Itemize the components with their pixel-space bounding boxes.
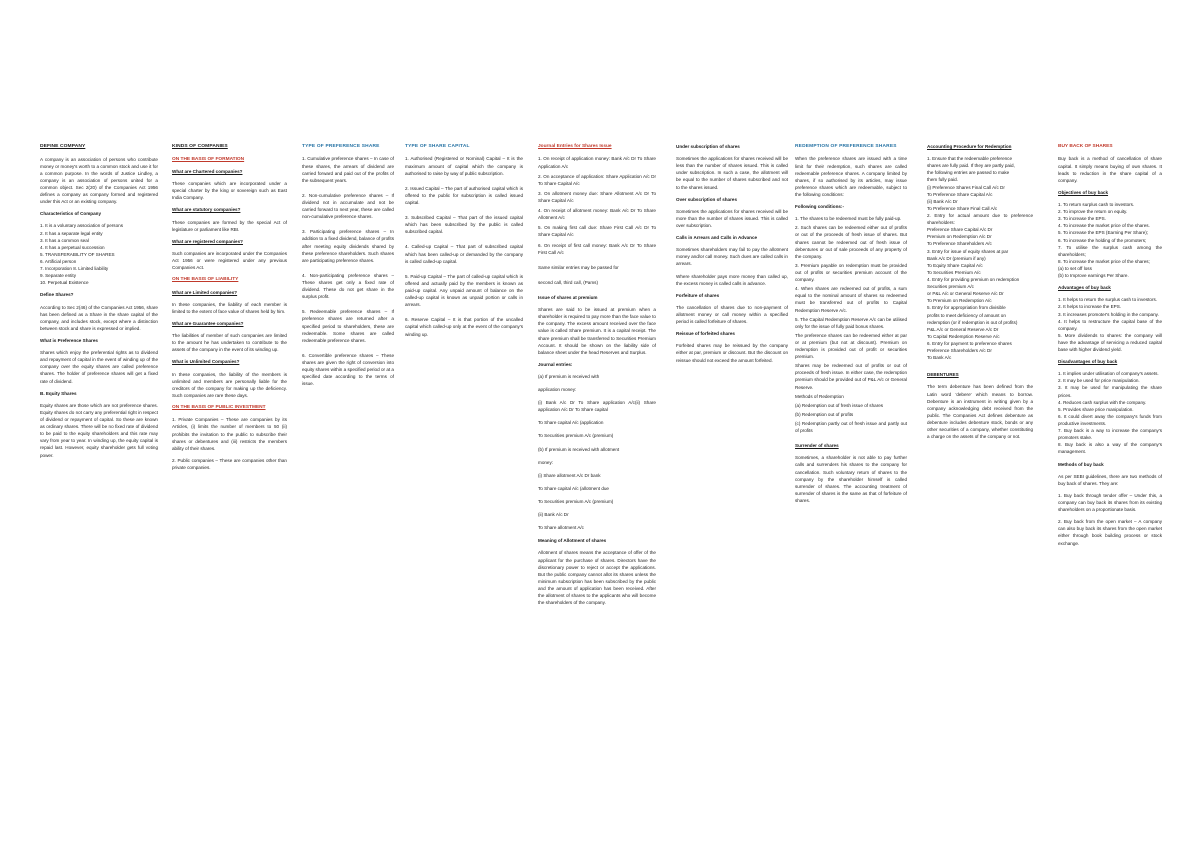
paragraph-calls-in-arrears: Sometimes shareholders may fail to pay the allotment money and/or call money. Such dues are called calls in arrears. bbox=[676, 247, 788, 267]
list-item: 1. The shares to be redeemed must be fully paid-up. bbox=[795, 216, 902, 222]
list-item: To Capital Redemption Reserve A/c bbox=[927, 333, 1000, 339]
list-item: 1. Authorised (Registered or Nominal) Capital – It is the maximum amount of capital which the company is authorised to raise by way of public subscription. bbox=[405, 156, 523, 176]
list-item: 4. When shares are redeemed out of profits, a sum equal to the nominal amount of shares so redeemed must be transferred out of profits to Capital Redemption Reserve A/c. bbox=[795, 286, 907, 313]
list-item: 4. It has a perpetual succession bbox=[40, 244, 105, 250]
list-item: money: bbox=[538, 459, 554, 465]
list-item: To Securities premium A/c (premium) bbox=[538, 499, 614, 505]
list-item: 6. Reserve Capital – It is that portion of the uncalled capital which called-up only at the event of the company's winding up. bbox=[405, 317, 523, 337]
list-item: 1. It implies under utilisation of company's assets. bbox=[1058, 371, 1159, 377]
list-item: 6. To increase the holding of the promoters; bbox=[1058, 237, 1147, 243]
heading-calls-arrears-advance: Calls in Arrears and Calls in Advance bbox=[676, 235, 758, 241]
list-item: 1. It is a voluntary association of persons bbox=[40, 223, 123, 229]
list-item: 5. The Capital Redemption Reserve A/c can be utilised only for the issue of fully paid bonus shares. bbox=[795, 316, 907, 329]
list-item: 3. Premium payable on redemption must be provided out of profits or securities premium account of the company. bbox=[795, 262, 907, 283]
paragraph-share-definition: According to Sec 2(46) of the Companies Act 1956, share has been defined as a Share in the share capital of the company, and includes stock, except where a distinction between stock and share is expressed or implied. bbox=[40, 304, 158, 331]
list-item: 1. It helps to return the surplus cash to investors. bbox=[1058, 297, 1158, 303]
list-item: (a) to set off loss bbox=[1058, 265, 1092, 271]
heading-journal-entries: Journal Entries for Shares Issue bbox=[538, 144, 612, 149]
paragraph-public-companies: 2. Public companies – These are companies other than private companies. bbox=[172, 457, 287, 471]
paragraph-issue-at-premium: Shares are said to be issued at premium when a shareholder is required to pay more than the face value to the company. The excess amount received over the face value is called Share premium. It is a capital receipt. The share premium shall be transferred to Securities Premium Account. It should be shown on the liability side of balance sheet under the head Reserves and Surplus. bbox=[538, 307, 656, 355]
list-item: To Preference Share Capital A/c bbox=[927, 191, 993, 197]
subheading-limited: What are Limited companies? bbox=[172, 289, 238, 295]
list-item: Shares may be redeemed out of profits or out of proceeds of fresh issue. In either case, the redemption premium should be provided out of P&L A/c or General Reserve. bbox=[795, 363, 907, 390]
list-item: 6. Convertible preference shares – These shares are given the right of conversion into equity shares within a specified period or at a specified date according to the terms of issue. bbox=[302, 352, 394, 387]
list-item: 8. Buy back is also a way of the company's management. bbox=[1058, 442, 1162, 455]
paragraph-buy-back: Buy back is a method of cancellation of share capital. It simply means buying of own shares. It leads to reduction in the share capital of a company. bbox=[1058, 156, 1162, 183]
list-item: (b) If premium is received with allotment bbox=[538, 446, 620, 452]
list-item: (a) If premium is received with bbox=[538, 373, 600, 379]
heading-meaning-of-allotment: Meaning of Allotment of shares bbox=[538, 538, 607, 544]
paragraph-company-definition: A company is an association of persons who contribute money or money's worth to a common stock and use it for a common purpose. In the words of Justice Lindley, a company is an association of persons united for a common object. Sec 2(20) of the Companies Act 1956 defines a company as company formed and registered under this Act or an existing company. bbox=[40, 156, 158, 205]
heading-define-company: DEFINE COMPANY bbox=[40, 144, 86, 149]
heading-basis-formation: ON THE BASIS OF FORMATION bbox=[172, 156, 245, 162]
list-item: redemption (or if redemption is out of profits) bbox=[927, 319, 1018, 325]
heading-under-subscription: Under subscription of shares bbox=[676, 144, 740, 149]
list-item: 8. To increase the market price of the shares; bbox=[1058, 258, 1150, 264]
list-item: 5. On making first call due: Share First Call A/c Dr To Share Capital A/c bbox=[538, 225, 656, 238]
list-item: 4. Entry for providing premium on redemption bbox=[927, 276, 1020, 282]
heading-methods-of-buy-back: Methods of buy back bbox=[1058, 461, 1104, 467]
list-item: 4. Non-participating preference shares – These shares get only a fixed rate of dividend. These do not get share in the surplus profit. bbox=[302, 272, 394, 300]
list-item: 1. Cumulative preference shares – In case of these shares, the arrears of dividend are carried forward and paid out of the profits of the subsequent years. bbox=[302, 156, 394, 183]
list-item: 2. To improve the return on equity. bbox=[1058, 209, 1128, 215]
list-item: 3. It may be used for manipulating the share prices. bbox=[1058, 385, 1162, 398]
list-item: 3. It increases promoter's holding in the company. bbox=[1058, 311, 1159, 317]
list-item: (i) Bank A/c Dr To Share application A/c(ii) Share application A/c Dr To Share capital bbox=[538, 400, 656, 413]
heading-surrender-of-shares: Surrender of shares bbox=[795, 443, 839, 449]
list-item: 4. Called-up Capital – That part of subscribed capital which has been called-up or demanded by the company is called called-up capital. bbox=[405, 244, 523, 264]
list-item: 7. Buy back is a way to increase the company's promoters stake. bbox=[1058, 428, 1162, 441]
column-journal-entries bbox=[538, 143, 656, 833]
heading-journal-entries-premium: Journal entries: bbox=[538, 361, 573, 367]
heading-buy-back-of-shares: BUY BACK OF SHARES bbox=[1058, 144, 1113, 149]
list-item: or P&L A/c or General Reserve A/c Dr bbox=[927, 291, 1004, 297]
subheading-registered: What are registered companies? bbox=[172, 238, 243, 244]
list-item: the following entries are passed to make bbox=[927, 170, 1010, 176]
paragraph-forfeiture: The cancellation of shares due to non-payment of allotment money or call money within a specified period is called forfeiture of shares. bbox=[676, 304, 788, 325]
heading-redemption-of-preference-shares: REDEMPTION OF PREFERENCE SHARES bbox=[795, 144, 897, 149]
list-item: 3. To increase the EPS. bbox=[1058, 216, 1106, 222]
column-accounting-procedure bbox=[927, 143, 1033, 833]
column-kinds-of-companies bbox=[172, 143, 287, 833]
list-item: 4. It helps to restructure the capital base of the company. bbox=[1058, 318, 1162, 331]
paragraph-registered: Such companies are incorporated under the Companies Act 1956 or were registered under any previous Companies Act. bbox=[172, 250, 287, 271]
column-subscription bbox=[676, 143, 788, 833]
list-item: 2. On acceptance of application: Share Application A/c Dr To Share Capital A/c bbox=[538, 173, 656, 186]
list-item: To Securities Premium A/c bbox=[927, 269, 981, 275]
list-item: Methods of Redemption bbox=[795, 393, 844, 399]
list-item: To Equity Share Capital A/c bbox=[927, 262, 983, 268]
list-item: Preference Shareholders A/c Dr bbox=[927, 348, 992, 354]
list-item: 2. Buy back from the open market – A company can also buy back its shares from the open market either through book building process or stock exchange. bbox=[1058, 519, 1162, 546]
heading-debentures: DEBENTURES bbox=[927, 372, 959, 378]
heading-reissue: Reissue of forfeited shares bbox=[676, 331, 735, 337]
paragraph-debentures: The term debenture has been defined from the Latin word 'debere' which means to borrow. Debenture is an instrument in writing given by a company acknowledging debt received from the public. The Companies Act defines debenture as debenture includes debenture stock, bonds or any other securities of a company, whether constituting a charge on the assets of the company or not. bbox=[927, 384, 1033, 440]
list-item: (b) Redemption out of profits bbox=[795, 411, 854, 417]
paragraph-private-companies: 1. Private Companies – These are companies by its Articles, (i) limits the number of members to 50 (ii) prohibits the invitation to the public to subscribe their shares or debentures and (iii) restricts the members ability of their shares. bbox=[172, 417, 287, 451]
list-item: To Securities premium A/c (premium) bbox=[538, 433, 614, 439]
heading-equity-shares: B. Equity Shares bbox=[40, 390, 77, 396]
paragraph-reissue: Forfeited shares may be reissued by the company either at par, premium or discount. But the discount on reissue should not exceed the amount forfeited. bbox=[676, 343, 788, 363]
subheading-guarantee: What are Guarantee companies? bbox=[172, 320, 244, 326]
list-item: Preference Share Capital A/c Dr bbox=[927, 227, 993, 233]
heading-preference-shares: What is Preference Shares bbox=[40, 338, 98, 343]
list-item: (i) Preference Shares Final Call A/c Dr bbox=[927, 184, 1005, 190]
list-item: 1. Ensure that the redeemable preference bbox=[927, 156, 1013, 162]
list-item: 3. Subscribed Capital – That part of the issued capital which has been subscribed by the public is called subscribed capital. bbox=[405, 215, 523, 235]
list-item: 5. Paid-up Capital – The part of called-up capital which is offered and actually paid by the members is known as paid-up capital. Any unpaid amount of balance on the called-up capital is known as unpaid portion or calls in arrears. bbox=[405, 273, 523, 308]
subheading-chartered: What are Chartered companies? bbox=[172, 169, 243, 175]
paragraph-allotment: Allotment of shares means the acceptance of offer of the applicant for the purchase of shares. Directors have the discretionary power to reject or accept the applications. But the public company cannot allot its shares unless the minimum subscription has been subscribed by the public and the amount of application has been received. After the allotment of shares to the applicants who will become the shareholders of the company. bbox=[538, 550, 656, 606]
list-item: 1. Buy back through tender offer – Under this, a company can buy back its shares from its existing shareholders on a proportionate basis. bbox=[1058, 492, 1162, 513]
paragraph-guarantee: The liabilities of member of such companies are limited to the amount he has undertaken to contribute to the assets of the company in the event of its winding up. bbox=[172, 333, 287, 353]
list-item: 6. Entry for payment to preference shares bbox=[927, 340, 1012, 346]
list-item: 2. Issued Capital – The part of authorised capital which is offered to the public for subscription is called issued capital. bbox=[405, 185, 523, 205]
paragraph-calls-in-advance: Where shareholder pays more money than called up, the excess money is called calls in advance. bbox=[676, 273, 788, 286]
list-item: 5. To increase the EPS (Earning Per Share); bbox=[1058, 230, 1149, 236]
list-item: 3. On allotment money due: Share Allotment A/c Dr To Share Capital A/c bbox=[538, 190, 656, 203]
list-item: 4. On receipt of allotment money: Bank A/c Dr To Share Allotment A/c bbox=[538, 208, 656, 221]
paragraph-unlimited: In these companies, the liability of the members is unlimited and members are personally liable for the creditors of the company for making up the deficiency. Such companies are rare these days. bbox=[172, 371, 287, 398]
paragraph-over-subscription: Sometimes the applications for shares received will be more than the number of shares issued. This is called over subscription. bbox=[676, 208, 788, 228]
list-item: 4. To increase the market price of the shares. bbox=[1058, 223, 1150, 229]
column-company bbox=[40, 143, 158, 833]
heading-basis-liability: ON THE BASIS OF LIABILITY bbox=[172, 277, 239, 283]
list-item: (a) Redemption out of fresh issue of shares bbox=[795, 402, 884, 408]
paragraph-preference-shares: Shares which enjoy the preferential rights as to dividend and repayment of capital in the event of winding up of the company over the equity shares are called preference shares. The holder of preference shares will get a fixed rate of dividend. bbox=[40, 350, 158, 384]
heading-characteristics: Characteristics of Company bbox=[40, 211, 102, 217]
list-item: 5. Redeemable preference shares – If preference shares are returned after a specified period to shareholders, these are redeemable. Some shares are called redeemable preference shares. bbox=[302, 309, 394, 343]
heading-accounting-procedure: Accounting Procedure for Redemption bbox=[927, 144, 1012, 149]
list-item: To Bank A/c bbox=[927, 355, 952, 361]
list-item: 2. It may be used for price manipulation. bbox=[1058, 378, 1140, 384]
heading-forfeiture: Forfeiture of shares bbox=[676, 292, 720, 298]
list-item: 1. On receipt of application money: Bank A/c Dr To Share Application A/c bbox=[538, 156, 656, 169]
list-item: (ii) Bank A/c Dr bbox=[927, 198, 958, 204]
paragraph-statutory: These companies are formed by the special Act of legislature or parliament like RBI. bbox=[172, 219, 287, 232]
list-item: 7. To utilise the surplus cash among the shareholders; bbox=[1058, 244, 1162, 257]
list-item: 5. Provides share price manipulation. bbox=[1058, 406, 1134, 412]
paragraph-under-subscription: Sometimes the applications for shares received will be less than the number of shares issued. This is called under subscription. In such a case, the allotment will be equal to the number of shares subscribed and not to the shares issued. bbox=[676, 156, 788, 190]
list-item: 2. Entry for actual amount due to preference shareholders: bbox=[927, 212, 1033, 226]
list-item: 6. Artificial person bbox=[40, 259, 77, 265]
list-item: Securities premium A/c bbox=[927, 284, 974, 290]
list-item: 9. Separate entity bbox=[40, 273, 77, 279]
list-item: 2. Non-cumulative preference shares – If dividend not in accumulate and not be carried forward to next year, these are called non-cumulative preference shares. bbox=[302, 192, 394, 220]
paragraph-equity-shares: Equity shares are those which are not preference shares. Equity shares do not carry any preferential right in respect of dividend or repayment of capital. So these are known as ordinary shares. There will be no fixed rate of dividend to be paid to the equity shareholders and this rate may vary from year to year. In winding up, the equity capital is repaid last. However, equity shareholder gets full voting power. bbox=[40, 402, 158, 458]
list-item: Bank A/c Dr (premium if any) bbox=[927, 255, 986, 261]
list-item: second call, third call, (Pams) bbox=[538, 279, 598, 285]
list-item: To Preference Shareholders A/c bbox=[927, 241, 992, 247]
list-item: 6. It could divert away the company's funds from productive investments. bbox=[1058, 413, 1162, 427]
heading-issue-at-premium: Issue of shares at premium bbox=[538, 294, 598, 300]
list-item: shares are fully paid. If they are partly paid, bbox=[927, 163, 1015, 169]
heading-advantages: Advantages of buy back bbox=[1058, 285, 1111, 291]
list-item: 6. On receipt of first call money: Bank A/c Dr To Share First Call A/c bbox=[538, 242, 656, 255]
heading-over-subscription: Over subscription of shares bbox=[676, 196, 738, 202]
list-item: (i) Share allotment A/c Dr bank bbox=[538, 472, 601, 478]
list-item: To Share capital A/c (application bbox=[538, 420, 604, 426]
list-item: 2. It has a separate legal entity bbox=[40, 230, 103, 236]
heading-kinds-of-companies: KINDS OF COMPANIES bbox=[172, 144, 228, 149]
paragraph-methods: As per SEBI guidelines, there are two methods of buy back of shares. They are: bbox=[1058, 473, 1162, 486]
heading-objectives: Objectives of buy back bbox=[1058, 189, 1109, 195]
list-item: 3. It has a common seal bbox=[40, 237, 89, 243]
heading-basis-public-investment: ON THE BASIS OF PUBLIC INVESTMENT bbox=[172, 404, 266, 410]
paragraph-limited: In these companies, the liability of each member is limited to the extent of face value of shares held by him. bbox=[172, 301, 287, 314]
list-item: (ii) Bank A/c Dr bbox=[538, 512, 569, 518]
column-share-capital-types bbox=[405, 143, 523, 833]
list-item: To Share allotment A/c bbox=[538, 525, 584, 531]
list-item: 3. Participating preference shares – In addition to a fixed dividend, balance of profits after meeting equity dividends shared by these preference shareholders. Such shares are participating preference shares. bbox=[302, 229, 394, 263]
list-item: 1. To return surplus cash to investors. bbox=[1058, 201, 1135, 207]
list-item: profits to meet deficiency of amount on bbox=[927, 312, 1006, 318]
heading-type-of-share-capital: TYPE OF SHARE CAPITAL bbox=[405, 144, 470, 149]
heading-type-of-preference-share: TYPE OF PREFERENCE SHARE bbox=[302, 144, 380, 149]
list-item: 5. TRANSFERABILITY OF SHARES bbox=[40, 251, 115, 257]
list-item: To Preference Share Final Call A/c bbox=[927, 205, 998, 211]
list-item: 2. Such shares can be redeemed either out of profits or out of the proceeds of fresh issue of shares. But shares cannot be redeemed out of fresh issue of debentures or out of sale proceeds of any property of the company. bbox=[795, 225, 907, 259]
heading-disadvantages: Disadvantages of buy back bbox=[1058, 359, 1118, 365]
paragraph-redemption: When the preference shares are issued with a time limit for their redemption, such shares are called redeemable preference shares. A company limited by shares, if so authorised by its articles, may issue preference shares which are redeemable, subject to the following conditions: bbox=[795, 156, 907, 197]
list-item: (b) to Improve earnings Per Share. bbox=[1058, 273, 1129, 279]
column-redemption bbox=[795, 143, 907, 833]
paragraph-surrender: Sometimes, a shareholder is not able to pay further calls and surrenders his shares to the company for cancellation. Such voluntary return of shares to the company by the shareholder himself is called surrender of shares. The accounting treatment of surrender of shares is the same as that of forfeiture of shares. bbox=[795, 455, 907, 504]
list-item: The preference shares can be redeemed either at par or at premium (but not at discount). Premium on redemption is provided out of profit or securities premium. bbox=[795, 332, 907, 360]
list-item: Premium on Redemption A/c Dr bbox=[927, 234, 992, 240]
list-item: P&L A/c or General Reserve A/c Dr bbox=[927, 326, 999, 332]
paragraph-chartered: These companies which are incorporated under a special charter by the king or sovereign such as East India Company. bbox=[172, 181, 287, 201]
list-item: 10. Perpetual Existence bbox=[40, 280, 89, 286]
subheading-statutory: What are statutory companies? bbox=[172, 207, 241, 213]
list-item: 7. Incorporation 8. Limited liability bbox=[40, 266, 109, 272]
list-item: 5. More dividends to shares: the company will have the advantage of servicing a reduced capital base with higher dividend yield. bbox=[1058, 332, 1162, 353]
list-item: 2. It helps to increase the EPS. bbox=[1058, 304, 1122, 310]
list-item: 5. Entry for appropriation from divisible bbox=[927, 305, 1006, 311]
subheading-unlimited: What is Unlimited Companies? bbox=[172, 359, 240, 365]
list-item: them fully paid. bbox=[927, 177, 958, 183]
list-item: 4. Reduces cash surplus with the company. bbox=[1058, 399, 1147, 405]
list-item: Same similar entries may be passed for bbox=[538, 264, 619, 270]
list-item: application money: bbox=[538, 387, 577, 393]
heading-conditions: Following conditions:- bbox=[795, 204, 844, 210]
list-item: 3. Entry for issue of equity shares at par bbox=[927, 248, 1009, 254]
list-item: To Share capital A/c (allotment due bbox=[538, 485, 609, 491]
column-preference-share-types bbox=[302, 143, 394, 833]
heading-define-shares: Define Shares? bbox=[40, 292, 74, 298]
list-item: (c) Redemption partly out of fresh issue and partly out of profits bbox=[795, 421, 907, 434]
column-buy-back bbox=[1058, 143, 1162, 833]
list-item: To Premium on Redemption A/c bbox=[927, 298, 992, 304]
